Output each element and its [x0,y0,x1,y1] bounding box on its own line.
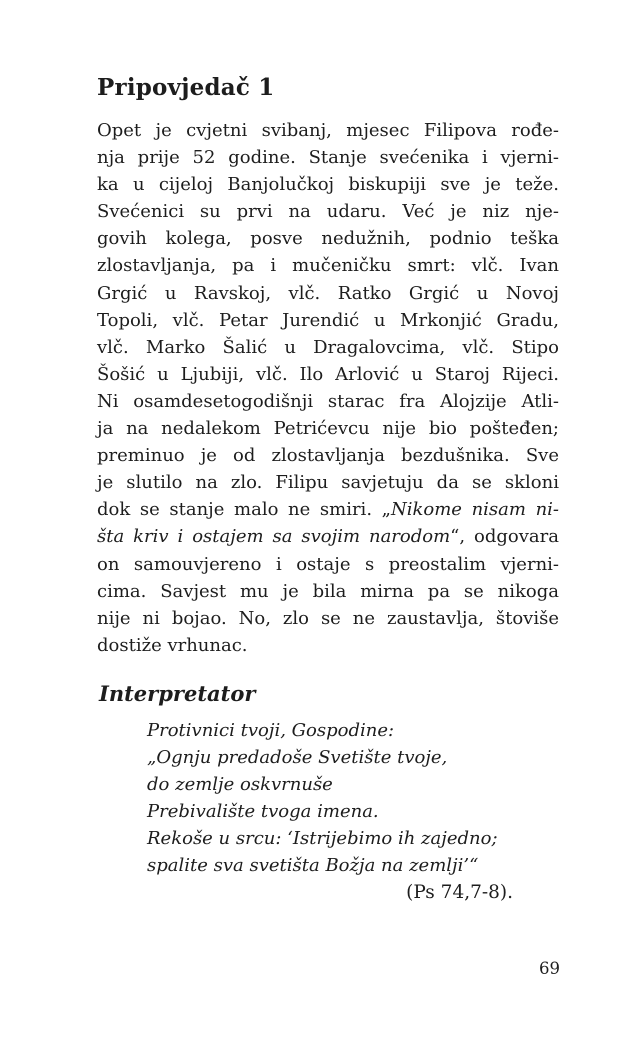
body-text: “, odgovara [450,526,559,548]
verse-line: Prebivalište tvoga imena. [147,801,379,823]
paragraph-line [97,605,559,632]
interpreter-heading: Interpretator [99,681,256,706]
body-text: vlč. Marko Šalić u Dragalovcima, vlč. Stipo [97,336,559,358]
body-text: zlostavljanja, pa i mučeničku smrt: vlč. Ivan [97,255,559,277]
paragraph-line [97,117,559,144]
verse-line: Rekoše u srcu: ‘Istrijebimo ih zajedno; [147,828,498,850]
verse-line: „Ognju predadoše Svetište tvoje, [147,747,448,769]
paragraph-line [97,632,559,659]
paragraph-line [97,307,559,334]
body-text: Grgić u Ravskoj, vlč. Ratko Grgić u Novoj [97,282,559,304]
body-text: cima. Savjest mu je bila mirna pa se nikoga [97,580,559,602]
paragraph-line [97,442,559,469]
paragraph-line [97,280,559,307]
body-text: govih kolega, posve nedužnih, podnio teška [97,228,559,250]
paragraph-line [97,523,559,550]
body-text: dok se stanje malo ne smiri. „ [97,499,391,521]
page-number: 69 [539,959,560,978]
body-text: ja na nedalekom Petrićevcu nije bio pošteđen; [97,418,559,440]
paragraph-line [97,469,559,496]
paragraph-line [97,578,559,605]
body-text: Svećenici su prvi na udaru. Već je niz nje- [97,201,559,223]
body-text: je slutilo na zlo. Filipu savjetuju da se skloni [97,472,559,494]
body-text: dostiže vrhunac. [97,634,248,656]
body-text: Topoli, vlč. Petar Jurendić u Mrkonjić Gradu, [97,309,559,331]
body-text: preminuo je od zlostavljanja bezdušnika. Sve [97,445,559,467]
verse-line: Protivnici tvoji, Gospodine: [147,720,395,741]
body-text: Opet je cvjetni svibanj, mjesec Filipova rođe- [97,120,559,141]
verse-line: spalite sva svetišta Božja na zemlji’“ [147,855,479,877]
paragraph-line [97,198,559,225]
paragraph-line [97,144,559,171]
paragraph-line [97,334,559,361]
narrator-heading: Pripovjedač 1 [97,74,275,101]
paragraph-line [97,551,559,578]
body-text: on samouvjereno i ostaje s preostalim vjerni- [97,553,559,575]
body-text: ka u cijeloj Banjolučkoj biskupiji sve je teže. [97,174,559,196]
body-text: Šošić u Ljubiji, vlč. Ilo Arlović u Staroj Rijeci. [97,363,559,385]
paragraph-line [97,496,559,523]
paragraph-line [97,252,559,279]
body-text: nije ni bojao. No, zlo se ne zaustavlja, štoviše [97,607,559,629]
psalm-citation: (Ps 74,7-8). [406,882,513,903]
narrator-paragraph [97,117,559,659]
paragraph-line [97,388,559,415]
paragraph-line [97,225,559,252]
interpreter-verse [147,717,559,880]
verse-line: do zemlje oskvrnuše [147,774,333,796]
body-text: Ni osamdesetogodišnji starac fra Alojzije Atli- [97,390,559,412]
quoted-speech-text: Nikome nisam ni- [390,499,560,521]
quoted-speech-text: šta kriv i ostajem sa svojim narodom [97,526,451,548]
paragraph-line [97,361,559,388]
body-text: nja prije 52 godine. Stanje svećenika i vjerni- [97,147,559,169]
paragraph-line [97,415,559,442]
paragraph-line [97,171,559,198]
